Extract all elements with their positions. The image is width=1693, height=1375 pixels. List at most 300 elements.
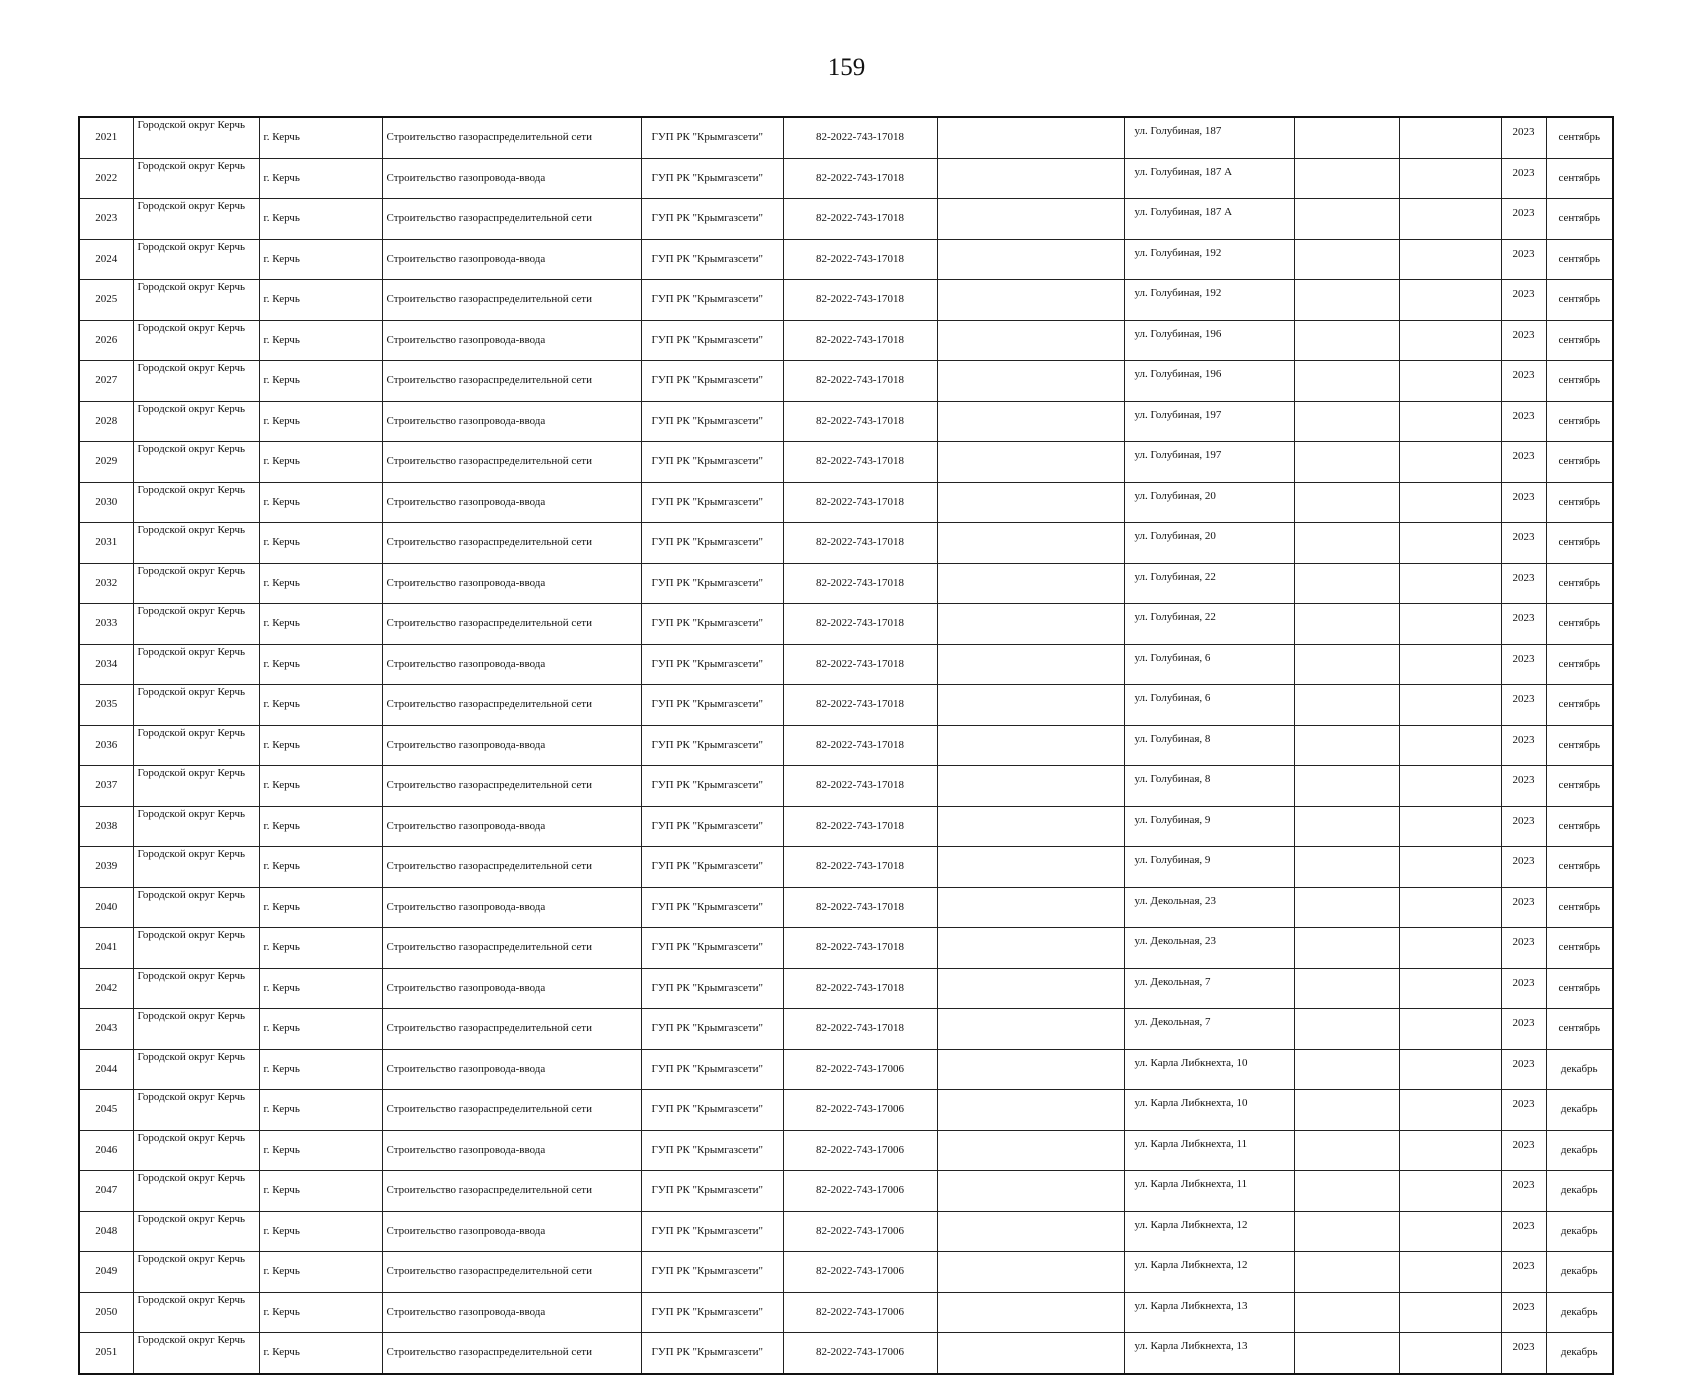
city-cell: г. Керчь xyxy=(259,766,382,807)
address-cell: ул. Карла Либкнехта, 11 xyxy=(1124,1171,1294,1212)
row-number: 2049 xyxy=(79,1252,133,1293)
organization-cell: ГУП РК "Крымгазсети" xyxy=(641,158,783,199)
city-cell: г. Керчь xyxy=(259,1130,382,1171)
page-number: 159 xyxy=(827,54,866,81)
empty-cell xyxy=(1399,1130,1501,1171)
work-type-cell: Строительство газопровода-ввода xyxy=(382,968,641,1009)
contract-code-cell: 82-2022-743-17006 xyxy=(783,1211,937,1252)
address-cell: ул. Голубиная, 20 xyxy=(1124,482,1294,523)
contract-code-cell: 82-2022-743-17018 xyxy=(783,320,937,361)
empty-cell xyxy=(1399,766,1501,807)
empty-cell xyxy=(937,887,1124,928)
organization-cell: ГУП РК "Крымгазсети" xyxy=(641,563,783,604)
empty-cell xyxy=(937,361,1124,402)
register-table xyxy=(78,116,1614,1375)
city-cell: г. Керчь xyxy=(259,725,382,766)
district-cell: Городской округ Керчь xyxy=(133,685,259,726)
empty-cell xyxy=(937,199,1124,240)
empty-cell xyxy=(1399,1333,1501,1374)
row-number: 2028 xyxy=(79,401,133,442)
empty-cell xyxy=(1294,117,1399,158)
district-cell: Городской округ Керчь xyxy=(133,1049,259,1090)
year-cell: 2023 xyxy=(1501,1292,1546,1333)
city-cell: г. Керчь xyxy=(259,644,382,685)
row-number: 2045 xyxy=(79,1090,133,1131)
city-cell: г. Керчь xyxy=(259,1292,382,1333)
district-cell: Городской округ Керчь xyxy=(133,280,259,321)
work-type-cell: Строительство газораспределительной сети xyxy=(382,361,641,402)
table-row xyxy=(79,320,1613,361)
empty-cell xyxy=(1294,1009,1399,1050)
empty-cell xyxy=(1294,1171,1399,1212)
month-cell: сентябрь xyxy=(1546,644,1613,685)
year-cell: 2023 xyxy=(1501,968,1546,1009)
empty-cell xyxy=(1294,887,1399,928)
year-cell: 2023 xyxy=(1501,644,1546,685)
table-row xyxy=(79,1252,1613,1293)
address-cell: ул. Декольная, 7 xyxy=(1124,1009,1294,1050)
empty-cell xyxy=(937,563,1124,604)
work-type-cell: Строительство газопровода-ввода xyxy=(382,644,641,685)
address-cell: ул. Голубиная, 8 xyxy=(1124,725,1294,766)
empty-cell xyxy=(1399,1292,1501,1333)
contract-code-cell: 82-2022-743-17018 xyxy=(783,442,937,483)
month-cell: декабрь xyxy=(1546,1130,1613,1171)
contract-code-cell: 82-2022-743-17006 xyxy=(783,1130,937,1171)
organization-cell: ГУП РК "Крымгазсети" xyxy=(641,685,783,726)
organization-cell: ГУП РК "Крымгазсети" xyxy=(641,239,783,280)
work-type-cell: Строительство газораспределительной сети xyxy=(382,442,641,483)
organization-cell: ГУП РК "Крымгазсети" xyxy=(641,1252,783,1293)
month-cell: сентябрь xyxy=(1546,280,1613,321)
year-cell: 2023 xyxy=(1501,725,1546,766)
work-type-cell: Строительство газораспределительной сети xyxy=(382,1171,641,1212)
empty-cell xyxy=(937,1049,1124,1090)
empty-cell xyxy=(1399,806,1501,847)
address-cell: ул. Голубиная, 197 xyxy=(1124,401,1294,442)
work-type-cell: Строительство газопровода-ввода xyxy=(382,158,641,199)
empty-cell xyxy=(1399,887,1501,928)
empty-cell xyxy=(1294,361,1399,402)
address-cell: ул. Голубиная, 20 xyxy=(1124,523,1294,564)
district-cell: Городской округ Керчь xyxy=(133,968,259,1009)
table-row xyxy=(79,1333,1613,1374)
row-number: 2038 xyxy=(79,806,133,847)
address-cell: ул. Голубиная, 192 xyxy=(1124,239,1294,280)
table-row xyxy=(79,847,1613,888)
address-cell: ул. Голубиная, 187 А xyxy=(1124,158,1294,199)
empty-cell xyxy=(1399,239,1501,280)
year-cell: 2023 xyxy=(1501,280,1546,321)
city-cell: г. Керчь xyxy=(259,401,382,442)
address-cell: ул. Голубиная, 8 xyxy=(1124,766,1294,807)
empty-cell xyxy=(1399,968,1501,1009)
empty-cell xyxy=(937,1130,1124,1171)
empty-cell xyxy=(1294,928,1399,969)
year-cell: 2023 xyxy=(1501,1252,1546,1293)
month-cell: сентябрь xyxy=(1546,482,1613,523)
table-row xyxy=(79,685,1613,726)
row-number: 2033 xyxy=(79,604,133,645)
empty-cell xyxy=(1399,1211,1501,1252)
city-cell: г. Керчь xyxy=(259,685,382,726)
work-type-cell: Строительство газопровода-ввода xyxy=(382,1292,641,1333)
empty-cell xyxy=(1294,280,1399,321)
address-cell: ул. Голубиная, 9 xyxy=(1124,847,1294,888)
table-row xyxy=(79,1211,1613,1252)
empty-cell xyxy=(1399,1009,1501,1050)
district-cell: Городской округ Керчь xyxy=(133,604,259,645)
empty-cell xyxy=(937,523,1124,564)
empty-cell xyxy=(937,442,1124,483)
address-cell: ул. Декольная, 7 xyxy=(1124,968,1294,1009)
district-cell: Городской округ Керчь xyxy=(133,1252,259,1293)
empty-cell xyxy=(1399,320,1501,361)
work-type-cell: Строительство газопровода-ввода xyxy=(382,563,641,604)
city-cell: г. Керчь xyxy=(259,280,382,321)
city-cell: г. Керчь xyxy=(259,117,382,158)
table-body xyxy=(79,117,1613,1374)
organization-cell: ГУП РК "Крымгазсети" xyxy=(641,199,783,240)
row-number: 2029 xyxy=(79,442,133,483)
row-number: 2040 xyxy=(79,887,133,928)
empty-cell xyxy=(1294,604,1399,645)
empty-cell xyxy=(1399,199,1501,240)
empty-cell xyxy=(1294,1333,1399,1374)
work-type-cell: Строительство газораспределительной сети xyxy=(382,280,641,321)
row-number: 2035 xyxy=(79,685,133,726)
district-cell: Городской округ Керчь xyxy=(133,1211,259,1252)
row-number: 2021 xyxy=(79,117,133,158)
work-type-cell: Строительство газопровода-ввода xyxy=(382,320,641,361)
empty-cell xyxy=(937,1171,1124,1212)
empty-cell xyxy=(1294,1211,1399,1252)
month-cell: сентябрь xyxy=(1546,928,1613,969)
table-row xyxy=(79,1009,1613,1050)
organization-cell: ГУП РК "Крымгазсети" xyxy=(641,1333,783,1374)
city-cell: г. Керчь xyxy=(259,1049,382,1090)
empty-cell xyxy=(1294,644,1399,685)
month-cell: сентябрь xyxy=(1546,563,1613,604)
city-cell: г. Керчь xyxy=(259,887,382,928)
row-number: 2050 xyxy=(79,1292,133,1333)
contract-code-cell: 82-2022-743-17018 xyxy=(783,523,937,564)
row-number: 2032 xyxy=(79,563,133,604)
month-cell: декабрь xyxy=(1546,1211,1613,1252)
district-cell: Городской округ Керчь xyxy=(133,117,259,158)
empty-cell xyxy=(1294,847,1399,888)
empty-cell xyxy=(1399,117,1501,158)
empty-cell xyxy=(1294,1292,1399,1333)
table-row xyxy=(79,806,1613,847)
empty-cell xyxy=(1399,847,1501,888)
address-cell: ул. Карла Либкнехта, 12 xyxy=(1124,1211,1294,1252)
month-cell: декабрь xyxy=(1546,1333,1613,1374)
contract-code-cell: 82-2022-743-17018 xyxy=(783,928,937,969)
contract-code-cell: 82-2022-743-17018 xyxy=(783,117,937,158)
empty-cell xyxy=(1399,1171,1501,1212)
empty-cell xyxy=(1294,1130,1399,1171)
contract-code-cell: 82-2022-743-17006 xyxy=(783,1333,937,1374)
table-row xyxy=(79,442,1613,483)
empty-cell xyxy=(1399,1090,1501,1131)
row-number: 2036 xyxy=(79,725,133,766)
month-cell: сентябрь xyxy=(1546,1009,1613,1050)
table-row xyxy=(79,604,1613,645)
row-number: 2031 xyxy=(79,523,133,564)
address-cell: ул. Голубиная, 196 xyxy=(1124,361,1294,402)
month-cell: сентябрь xyxy=(1546,117,1613,158)
work-type-cell: Строительство газораспределительной сети xyxy=(382,847,641,888)
month-cell: сентябрь xyxy=(1546,199,1613,240)
row-number: 2042 xyxy=(79,968,133,1009)
row-number: 2025 xyxy=(79,280,133,321)
empty-cell xyxy=(1294,766,1399,807)
empty-cell xyxy=(1294,968,1399,1009)
row-number: 2043 xyxy=(79,1009,133,1050)
empty-cell xyxy=(937,1211,1124,1252)
work-type-cell: Строительство газораспределительной сети xyxy=(382,199,641,240)
empty-cell xyxy=(1294,442,1399,483)
table-row xyxy=(79,1090,1613,1131)
row-number: 2022 xyxy=(79,158,133,199)
organization-cell: ГУП РК "Крымгазсети" xyxy=(641,1130,783,1171)
work-type-cell: Строительство газораспределительной сети xyxy=(382,523,641,564)
organization-cell: ГУП РК "Крымгазсети" xyxy=(641,320,783,361)
row-number: 2023 xyxy=(79,199,133,240)
organization-cell: ГУП РК "Крымгазсети" xyxy=(641,523,783,564)
contract-code-cell: 82-2022-743-17018 xyxy=(783,644,937,685)
month-cell: сентябрь xyxy=(1546,523,1613,564)
row-number: 2041 xyxy=(79,928,133,969)
row-number: 2046 xyxy=(79,1130,133,1171)
empty-cell xyxy=(1399,928,1501,969)
row-number: 2027 xyxy=(79,361,133,402)
table-row xyxy=(79,968,1613,1009)
empty-cell xyxy=(937,847,1124,888)
address-cell: ул. Карла Либкнехта, 10 xyxy=(1124,1049,1294,1090)
district-cell: Городской округ Керчь xyxy=(133,847,259,888)
contract-code-cell: 82-2022-743-17018 xyxy=(783,361,937,402)
empty-cell xyxy=(937,280,1124,321)
table-row xyxy=(79,563,1613,604)
address-cell: ул. Голубиная, 196 xyxy=(1124,320,1294,361)
month-cell: сентябрь xyxy=(1546,239,1613,280)
empty-cell xyxy=(937,766,1124,807)
row-number: 2044 xyxy=(79,1049,133,1090)
empty-cell xyxy=(1399,523,1501,564)
address-cell: ул. Голубиная, 9 xyxy=(1124,806,1294,847)
work-type-cell: Строительство газораспределительной сети xyxy=(382,1333,641,1374)
city-cell: г. Керчь xyxy=(259,847,382,888)
year-cell: 2023 xyxy=(1501,401,1546,442)
work-type-cell: Строительство газораспределительной сети xyxy=(382,604,641,645)
year-cell: 2023 xyxy=(1501,199,1546,240)
address-cell: ул. Карла Либкнехта, 13 xyxy=(1124,1292,1294,1333)
year-cell: 2023 xyxy=(1501,320,1546,361)
empty-cell xyxy=(937,117,1124,158)
district-cell: Городской округ Керчь xyxy=(133,523,259,564)
city-cell: г. Керчь xyxy=(259,968,382,1009)
month-cell: сентябрь xyxy=(1546,442,1613,483)
empty-cell xyxy=(937,1090,1124,1131)
year-cell: 2023 xyxy=(1501,1090,1546,1131)
table-row xyxy=(79,523,1613,564)
month-cell: сентябрь xyxy=(1546,401,1613,442)
contract-code-cell: 82-2022-743-17018 xyxy=(783,280,937,321)
work-type-cell: Строительство газораспределительной сети xyxy=(382,1009,641,1050)
empty-cell xyxy=(937,1009,1124,1050)
row-number: 2024 xyxy=(79,239,133,280)
row-number: 2037 xyxy=(79,766,133,807)
year-cell: 2023 xyxy=(1501,239,1546,280)
table-row xyxy=(79,239,1613,280)
city-cell: г. Керчь xyxy=(259,482,382,523)
empty-cell xyxy=(1294,685,1399,726)
work-type-cell: Строительство газопровода-ввода xyxy=(382,482,641,523)
empty-cell xyxy=(937,968,1124,1009)
empty-cell xyxy=(937,806,1124,847)
empty-cell xyxy=(937,604,1124,645)
table-row xyxy=(79,361,1613,402)
table-row xyxy=(79,1049,1613,1090)
table-row xyxy=(79,766,1613,807)
district-cell: Городской округ Керчь xyxy=(133,1090,259,1131)
empty-cell xyxy=(937,482,1124,523)
table-row xyxy=(79,1130,1613,1171)
organization-cell: ГУП РК "Крымгазсети" xyxy=(641,1292,783,1333)
empty-cell xyxy=(1294,523,1399,564)
organization-cell: ГУП РК "Крымгазсети" xyxy=(641,604,783,645)
work-type-cell: Строительство газораспределительной сети xyxy=(382,117,641,158)
organization-cell: ГУП РК "Крымгазсети" xyxy=(641,117,783,158)
district-cell: Городской округ Керчь xyxy=(133,482,259,523)
month-cell: декабрь xyxy=(1546,1049,1613,1090)
table-row xyxy=(79,887,1613,928)
work-type-cell: Строительство газопровода-ввода xyxy=(382,806,641,847)
empty-cell xyxy=(1294,563,1399,604)
city-cell: г. Керчь xyxy=(259,563,382,604)
contract-code-cell: 82-2022-743-17018 xyxy=(783,604,937,645)
district-cell: Городской округ Керчь xyxy=(133,644,259,685)
organization-cell: ГУП РК "Крымгазсети" xyxy=(641,1171,783,1212)
contract-code-cell: 82-2022-743-17018 xyxy=(783,806,937,847)
table-row xyxy=(79,725,1613,766)
empty-cell xyxy=(1399,685,1501,726)
contract-code-cell: 82-2022-743-17018 xyxy=(783,239,937,280)
city-cell: г. Керчь xyxy=(259,1252,382,1293)
row-number: 2026 xyxy=(79,320,133,361)
table-row xyxy=(79,280,1613,321)
empty-cell xyxy=(1399,442,1501,483)
year-cell: 2023 xyxy=(1501,442,1546,483)
contract-code-cell: 82-2022-743-17006 xyxy=(783,1049,937,1090)
organization-cell: ГУП РК "Крымгазсети" xyxy=(641,280,783,321)
month-cell: сентябрь xyxy=(1546,806,1613,847)
contract-code-cell: 82-2022-743-17018 xyxy=(783,199,937,240)
table-row xyxy=(79,401,1613,442)
address-cell: ул. Карла Либкнехта, 11 xyxy=(1124,1130,1294,1171)
city-cell: г. Керчь xyxy=(259,158,382,199)
contract-code-cell: 82-2022-743-17006 xyxy=(783,1292,937,1333)
contract-code-cell: 82-2022-743-17018 xyxy=(783,1009,937,1050)
contract-code-cell: 82-2022-743-17006 xyxy=(783,1252,937,1293)
month-cell: сентябрь xyxy=(1546,320,1613,361)
contract-code-cell: 82-2022-743-17018 xyxy=(783,968,937,1009)
empty-cell xyxy=(937,1252,1124,1293)
work-type-cell: Строительство газопровода-ввода xyxy=(382,725,641,766)
year-cell: 2023 xyxy=(1501,523,1546,564)
address-cell: ул. Голубиная, 197 xyxy=(1124,442,1294,483)
contract-code-cell: 82-2022-743-17018 xyxy=(783,725,937,766)
contract-code-cell: 82-2022-743-17018 xyxy=(783,563,937,604)
district-cell: Городской округ Керчь xyxy=(133,928,259,969)
empty-cell xyxy=(1294,199,1399,240)
contract-code-cell: 82-2022-743-17006 xyxy=(783,1171,937,1212)
contract-code-cell: 82-2022-743-17018 xyxy=(783,685,937,726)
empty-cell xyxy=(1294,725,1399,766)
empty-cell xyxy=(1399,482,1501,523)
month-cell: декабрь xyxy=(1546,1171,1613,1212)
city-cell: г. Керчь xyxy=(259,1090,382,1131)
address-cell: ул. Голубиная, 192 xyxy=(1124,280,1294,321)
empty-cell xyxy=(1399,158,1501,199)
empty-cell xyxy=(1294,320,1399,361)
district-cell: Городской округ Керчь xyxy=(133,158,259,199)
year-cell: 2023 xyxy=(1501,887,1546,928)
work-type-cell: Строительство газопровода-ввода xyxy=(382,1211,641,1252)
empty-cell xyxy=(1399,604,1501,645)
month-cell: декабрь xyxy=(1546,1252,1613,1293)
table-row xyxy=(79,199,1613,240)
empty-cell xyxy=(1294,239,1399,280)
city-cell: г. Керчь xyxy=(259,361,382,402)
empty-cell xyxy=(1399,644,1501,685)
empty-cell xyxy=(1294,158,1399,199)
row-number: 2030 xyxy=(79,482,133,523)
table-row xyxy=(79,117,1613,158)
row-number: 2039 xyxy=(79,847,133,888)
district-cell: Городской округ Керчь xyxy=(133,1171,259,1212)
year-cell: 2023 xyxy=(1501,361,1546,402)
city-cell: г. Керчь xyxy=(259,199,382,240)
empty-cell xyxy=(937,239,1124,280)
empty-cell xyxy=(937,1333,1124,1374)
organization-cell: ГУП РК "Крымгазсети" xyxy=(641,401,783,442)
month-cell: декабрь xyxy=(1546,1292,1613,1333)
empty-cell xyxy=(1294,1090,1399,1131)
organization-cell: ГУП РК "Крымгазсети" xyxy=(641,361,783,402)
empty-cell xyxy=(937,644,1124,685)
month-cell: сентябрь xyxy=(1546,766,1613,807)
table-row xyxy=(79,928,1613,969)
organization-cell: ГУП РК "Крымгазсети" xyxy=(641,1211,783,1252)
table-row xyxy=(79,158,1613,199)
year-cell: 2023 xyxy=(1501,1049,1546,1090)
year-cell: 2023 xyxy=(1501,117,1546,158)
work-type-cell: Строительство газораспределительной сети xyxy=(382,928,641,969)
district-cell: Городской округ Керчь xyxy=(133,239,259,280)
empty-cell xyxy=(1399,1252,1501,1293)
district-cell: Городской округ Керчь xyxy=(133,563,259,604)
empty-cell xyxy=(1294,1252,1399,1293)
year-cell: 2023 xyxy=(1501,1171,1546,1212)
year-cell: 2023 xyxy=(1501,1211,1546,1252)
organization-cell: ГУП РК "Крымгазсети" xyxy=(641,725,783,766)
district-cell: Городской округ Керчь xyxy=(133,199,259,240)
district-cell: Городской округ Керчь xyxy=(133,1009,259,1050)
table-row xyxy=(79,644,1613,685)
